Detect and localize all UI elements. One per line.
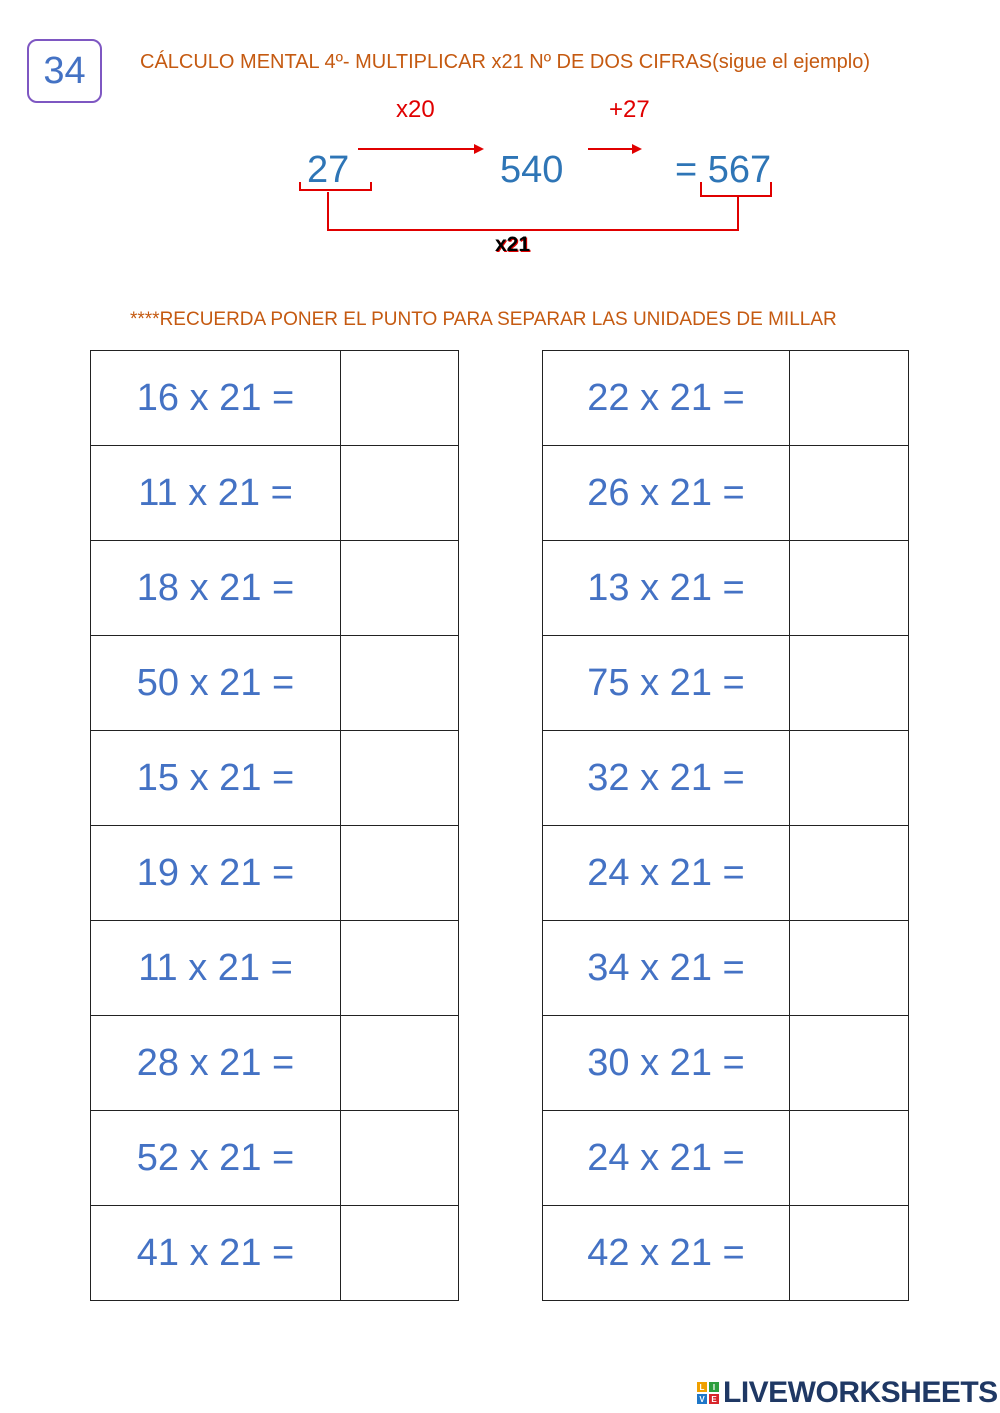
table-row: [91, 446, 459, 541]
question-cell: 41 x 21 =: [91, 1206, 341, 1301]
answer-cell[interactable]: [341, 446, 459, 541]
example-bracket-label: x21: [495, 233, 531, 256]
reminder-note: ****RECUERDA PONER EL PUNTO PARA SEPARAR LAS UNIDADES DE MILLAR: [130, 309, 837, 330]
table-row: [91, 1206, 459, 1301]
answer-input[interactable]: [341, 351, 458, 445]
question-cell: 26 x 21 =: [543, 446, 790, 541]
answer-cell[interactable]: [790, 351, 909, 446]
logo-letter: V: [697, 1394, 707, 1404]
answer-input[interactable]: [341, 731, 458, 825]
table-row: [91, 1111, 459, 1206]
example-step-add: +27: [609, 96, 650, 123]
answer-cell[interactable]: [790, 636, 909, 731]
answer-input[interactable]: [790, 1016, 908, 1110]
answer-input[interactable]: [790, 731, 908, 825]
answer-input[interactable]: [790, 541, 908, 635]
question-cell: 22 x 21 =: [543, 351, 790, 446]
answer-input[interactable]: [341, 1016, 458, 1110]
answer-cell[interactable]: [341, 636, 459, 731]
question-cell: 24 x 21 =: [543, 826, 790, 921]
arrow-head-2: [632, 144, 642, 154]
question-cell: 11 x 21 =: [91, 921, 341, 1016]
table-row: [543, 921, 909, 1016]
logo-letter: I: [709, 1382, 719, 1392]
answer-input[interactable]: [341, 1111, 458, 1205]
exercise-table-right: [542, 350, 909, 1301]
answer-input[interactable]: [341, 636, 458, 730]
question-cell: 34 x 21 =: [543, 921, 790, 1016]
exercise-table-left: [90, 350, 459, 1301]
table-row: [543, 541, 909, 636]
question-cell: 32 x 21 =: [543, 731, 790, 826]
answer-input[interactable]: [341, 826, 458, 920]
table-row: [91, 921, 459, 1016]
answer-input[interactable]: [790, 446, 908, 540]
answer-cell[interactable]: [341, 731, 459, 826]
answer-input[interactable]: [341, 921, 458, 1015]
answer-input[interactable]: [341, 541, 458, 635]
answer-cell[interactable]: [790, 921, 909, 1016]
table-row: [91, 636, 459, 731]
answer-input[interactable]: [790, 1206, 908, 1300]
table-row: [543, 351, 909, 446]
example-middle-number: 540: [500, 149, 564, 191]
table-row: [543, 1016, 909, 1111]
table-row: [91, 731, 459, 826]
table-row: [543, 636, 909, 731]
question-cell: 75 x 21 =: [543, 636, 790, 731]
liveworksheets-wordmark: LIVEWORKSHEETS: [723, 1376, 998, 1409]
answer-cell[interactable]: [341, 1016, 459, 1111]
answer-cell[interactable]: [790, 446, 909, 541]
answer-input[interactable]: [341, 1206, 458, 1300]
answer-cell[interactable]: [341, 351, 459, 446]
question-cell: 19 x 21 =: [91, 826, 341, 921]
table-row: [543, 446, 909, 541]
logo-letter: E: [709, 1394, 719, 1404]
table-row: [543, 826, 909, 921]
answer-input[interactable]: [790, 636, 908, 730]
answer-cell[interactable]: [790, 826, 909, 921]
answer-input[interactable]: [790, 921, 908, 1015]
question-cell: 16 x 21 =: [91, 351, 341, 446]
question-cell: 52 x 21 =: [91, 1111, 341, 1206]
question-cell: 24 x 21 =: [543, 1111, 790, 1206]
answer-cell[interactable]: [790, 1111, 909, 1206]
answer-cell[interactable]: [790, 1206, 909, 1301]
answer-input[interactable]: [790, 826, 908, 920]
example-result: = 567: [675, 149, 772, 191]
answer-input[interactable]: [341, 446, 458, 540]
table-row: [543, 1206, 909, 1301]
logo-letter: L: [697, 1382, 707, 1392]
question-cell: 30 x 21 =: [543, 1016, 790, 1111]
table-row: [91, 1016, 459, 1111]
table-row: [91, 541, 459, 636]
connector-line: [328, 192, 738, 230]
question-cell: 15 x 21 =: [91, 731, 341, 826]
worksheet-number-badge: 34: [27, 39, 102, 103]
table-row: [543, 731, 909, 826]
worksheet-title: CÁLCULO MENTAL 4º- MULTIPLICAR x21 Nº DE DOS CIFRAS(sigue el ejemplo): [140, 51, 870, 73]
example-start-number: 27: [307, 149, 350, 191]
example-step-multiply: x20: [396, 96, 435, 123]
question-cell: 28 x 21 =: [91, 1016, 341, 1111]
question-cell: 50 x 21 =: [91, 636, 341, 731]
question-cell: 42 x 21 =: [543, 1206, 790, 1301]
answer-cell[interactable]: [790, 1016, 909, 1111]
answer-input[interactable]: [790, 1111, 908, 1205]
answer-input[interactable]: [790, 351, 908, 445]
question-cell: 18 x 21 =: [91, 541, 341, 636]
answer-cell[interactable]: [790, 541, 909, 636]
liveworksheets-brand: [697, 1376, 998, 1410]
table-row: [543, 1111, 909, 1206]
liveworksheets-logo-icon: [697, 1382, 719, 1404]
table-row: [91, 826, 459, 921]
answer-cell[interactable]: [341, 921, 459, 1016]
answer-cell[interactable]: [341, 1111, 459, 1206]
answer-cell[interactable]: [790, 731, 909, 826]
table-row: [91, 351, 459, 446]
answer-cell[interactable]: [341, 826, 459, 921]
answer-cell[interactable]: [341, 1206, 459, 1301]
question-cell: 11 x 21 =: [91, 446, 341, 541]
question-cell: 13 x 21 =: [543, 541, 790, 636]
arrow-head-1: [474, 144, 484, 154]
answer-cell[interactable]: [341, 541, 459, 636]
